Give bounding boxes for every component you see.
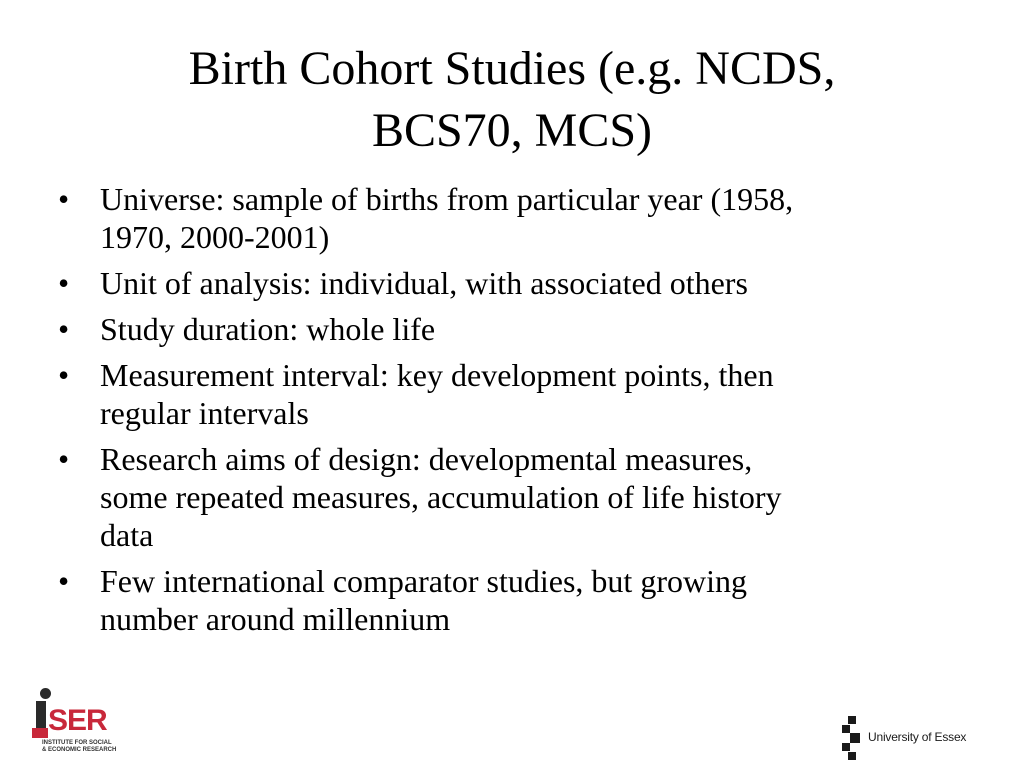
iser-logo-subtitle: [42, 740, 116, 754]
bullet-text-line: Measurement interval: key development points, then: [100, 357, 774, 393]
slide-title: [60, 38, 964, 162]
bullet-text-line: Few international comparator studies, but growing: [100, 563, 747, 599]
bullet-text-line: Unit of analysis: individual, with associated others: [100, 265, 748, 301]
essex-logo-wordmark: University of Essex: [868, 730, 967, 744]
bullet-marker: •: [58, 181, 70, 217]
iser-logo-subtitle-line-1: INSTITUTE FOR SOCIAL: [42, 740, 112, 746]
bullet-text-line: data: [100, 517, 154, 553]
bullet-text-line: 1970, 2000-2001): [100, 219, 330, 255]
bullet-text-line: number around millennium: [100, 601, 451, 637]
iser-logo: [30, 688, 120, 760]
bullet-marker: •: [58, 563, 70, 599]
bullet-item-universe: [58, 180, 978, 256]
bullet-text-line: regular intervals: [100, 395, 309, 431]
bullet-marker: •: [58, 441, 70, 477]
bullet-item-unit-of-analysis: [58, 264, 978, 302]
bullet-text-line: Study duration: whole life: [100, 311, 436, 347]
bullet-marker: •: [58, 265, 70, 301]
slide-title-line-1: Birth Cohort Studies (e.g. NCDS,: [188, 42, 836, 95]
iser-logo-head-icon: [40, 688, 51, 699]
bullet-item-research-aims: [58, 440, 978, 554]
essex-logo: [842, 716, 992, 760]
bullet-item-international-comparators: [58, 562, 978, 638]
bullet-item-measurement-interval: [58, 356, 978, 432]
iser-logo-subtitle-line-2: & ECONOMIC RESEARCH: [42, 747, 117, 753]
bullet-text-line: Universe: sample of births from particular year (1958,: [100, 181, 794, 217]
bullet-text-line: Research aims of design: developmental measures,: [100, 441, 753, 477]
slide-title-line-2: BCS70, MCS): [371, 104, 653, 157]
bullet-list: [58, 180, 978, 646]
bullet-item-study-duration: [58, 310, 978, 348]
bullet-text-line: some repeated measures, accumulation of life history: [100, 479, 782, 515]
bullet-marker: •: [58, 311, 70, 347]
iser-logo-foot-icon: [32, 728, 48, 738]
bullet-marker: •: [58, 357, 70, 393]
essex-logo-mark-icon: [842, 716, 864, 760]
iser-logo-wordmark: SER: [48, 704, 107, 737]
